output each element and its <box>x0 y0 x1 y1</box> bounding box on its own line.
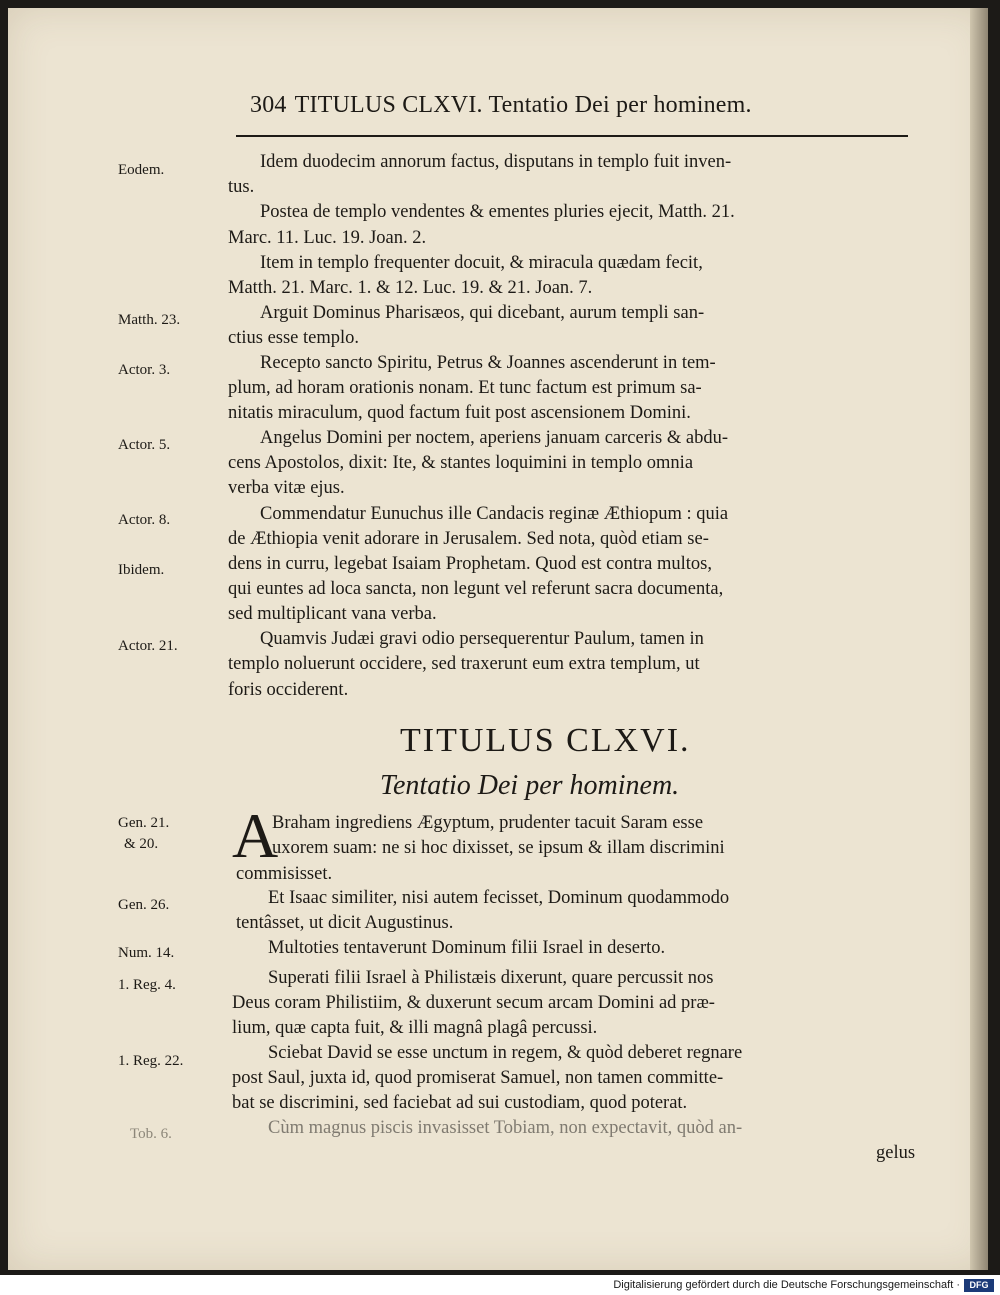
margin-note: Tob. 6. <box>130 1126 172 1142</box>
text-line: uxorem suam: ne si hoc dixisset, se ipsum & illam discrimini <box>272 838 725 858</box>
text-line: de Æthiopia venit adorare in Jerusalem. Sed nota, quòd etiam se- <box>228 529 709 549</box>
text-line: Sciebat David se esse unctum in regem, & quòd deberet regnare <box>268 1043 743 1063</box>
margin-note: Gen. 21. <box>118 815 170 831</box>
text-line: qui euntes ad loca sancta, non legunt vel referunt sacra documenta, <box>228 579 724 599</box>
margin-note: Ibidem. <box>118 562 165 578</box>
funding-credit: Digitalisierung gefördert durch die Deutsche Forschungsgemeinschaft · <box>613 1279 960 1291</box>
text-line: Braham ingrediens Ægyptum, prudenter tacuit Saram esse <box>272 813 704 833</box>
text-line: bat se discrimini, sed faciebat ad sui custodiam, quod poterat. <box>232 1093 688 1113</box>
text-line: Recepto sancto Spiritu, Petrus & Joannes ascenderunt in tem- <box>260 353 716 373</box>
text-line: lium, quæ capta fuit, & illi magnâ plagâ percussi. <box>232 1018 598 1038</box>
margin-note: Actor. 3. <box>118 362 171 378</box>
text-line: sed multiplicant vana verba. <box>228 604 437 624</box>
text-line: foris occiderent. <box>228 680 349 700</box>
running-head-text: TITULUS CLXVI. Tentatio Dei per hominem. <box>294 92 752 118</box>
running-head <box>250 92 752 119</box>
text-line: plum, ad horam orationis nonam. Et tunc factum est primum sa- <box>228 378 702 398</box>
footer-bar <box>0 1277 1000 1295</box>
margin-note: 1. Reg. 22. <box>118 1053 184 1069</box>
text-line: Idem duodecim annorum factus, disputans in templo fuit inven- <box>260 152 732 172</box>
text-line: cens Apostolos, dixit: Ite, & stantes loquimini in templo omnia <box>228 453 694 473</box>
catchword: gelus <box>876 1143 916 1163</box>
section-title: TITULUS CLXVI. <box>400 722 691 759</box>
section-subtitle: Tentatio Dei per hominem. <box>380 770 680 801</box>
text-line: templo noluerunt occidere, sed traxerunt eum extra templum, ut <box>228 654 700 674</box>
header-rule <box>236 135 908 137</box>
margin-note: Eodem. <box>118 162 165 178</box>
text-line: verba vitæ ejus. <box>228 478 345 498</box>
text-line: Postea de templo vendentes & ementes pluries ejecit, Matth. 21. <box>260 202 735 222</box>
text-line: Multoties tentaverunt Dominum filii Israel in deserto. <box>268 938 666 958</box>
text-line: tentâsset, ut dicit Augustinus. <box>236 913 454 933</box>
margin-note: Actor. 8. <box>118 512 171 528</box>
page-spine-edge <box>970 8 988 1270</box>
text-line: Quamvis Judæi gravi odio persequerentur Paulum, tamen in <box>260 629 704 649</box>
margin-note: Num. 14. <box>118 945 175 961</box>
text-line: Item in templo frequenter docuit, & miracula quædam fecit, <box>260 253 703 273</box>
text-line: Matth. 21. Marc. 1. & 12. Luc. 19. & 21. Joan. 7. <box>228 278 593 298</box>
page-number: 304 <box>250 92 287 118</box>
text-line: Cùm magnus piscis invasisset Tobiam, non expectavit, quòd an- <box>268 1118 743 1138</box>
text-line: post Saul, juxta id, quod promiserat Samuel, non tamen committe- <box>232 1068 724 1088</box>
text-line: Superati filii Israel à Philistæis dixerunt, quare percussit nos <box>268 968 714 988</box>
margin-note: Gen. 26. <box>118 897 170 913</box>
drop-cap-initial: A <box>232 800 279 871</box>
text-line: dens in curru, legebat Isaiam Prophetam. Quod est contra multos, <box>228 554 712 574</box>
dfg-logo: DFG <box>964 1279 994 1292</box>
text-line: Angelus Domini per noctem, aperiens januam carceris & abdu- <box>260 428 728 448</box>
text-line: nitatis miraculum, quod factum fuit post ascensionem Domini. <box>228 403 691 423</box>
text-line: tus. <box>228 177 255 197</box>
text-line: commisisset. <box>236 864 333 884</box>
margin-note: 1. Reg. 4. <box>118 977 176 993</box>
margin-note: & 20. <box>124 836 159 852</box>
text-line: Arguit Dominus Pharisæos, qui dicebant, aurum templi san- <box>260 303 705 323</box>
text-line: Marc. 11. Luc. 19. Joan. 2. <box>228 228 427 248</box>
text-line: Deus coram Philistiim, & duxerunt secum arcam Domini ad præ- <box>232 993 715 1013</box>
text-line: ctius esse templo. <box>228 328 360 348</box>
margin-note: Actor. 21. <box>118 638 178 654</box>
margin-note: Matth. 23. <box>118 312 181 328</box>
text-line: Commendatur Eunuchus ille Candacis reginæ Æthiopum : quia <box>260 504 729 524</box>
text-line: Et Isaac similiter, nisi autem fecisset, Dominum quodammodo <box>268 888 730 908</box>
margin-note: Actor. 5. <box>118 437 171 453</box>
